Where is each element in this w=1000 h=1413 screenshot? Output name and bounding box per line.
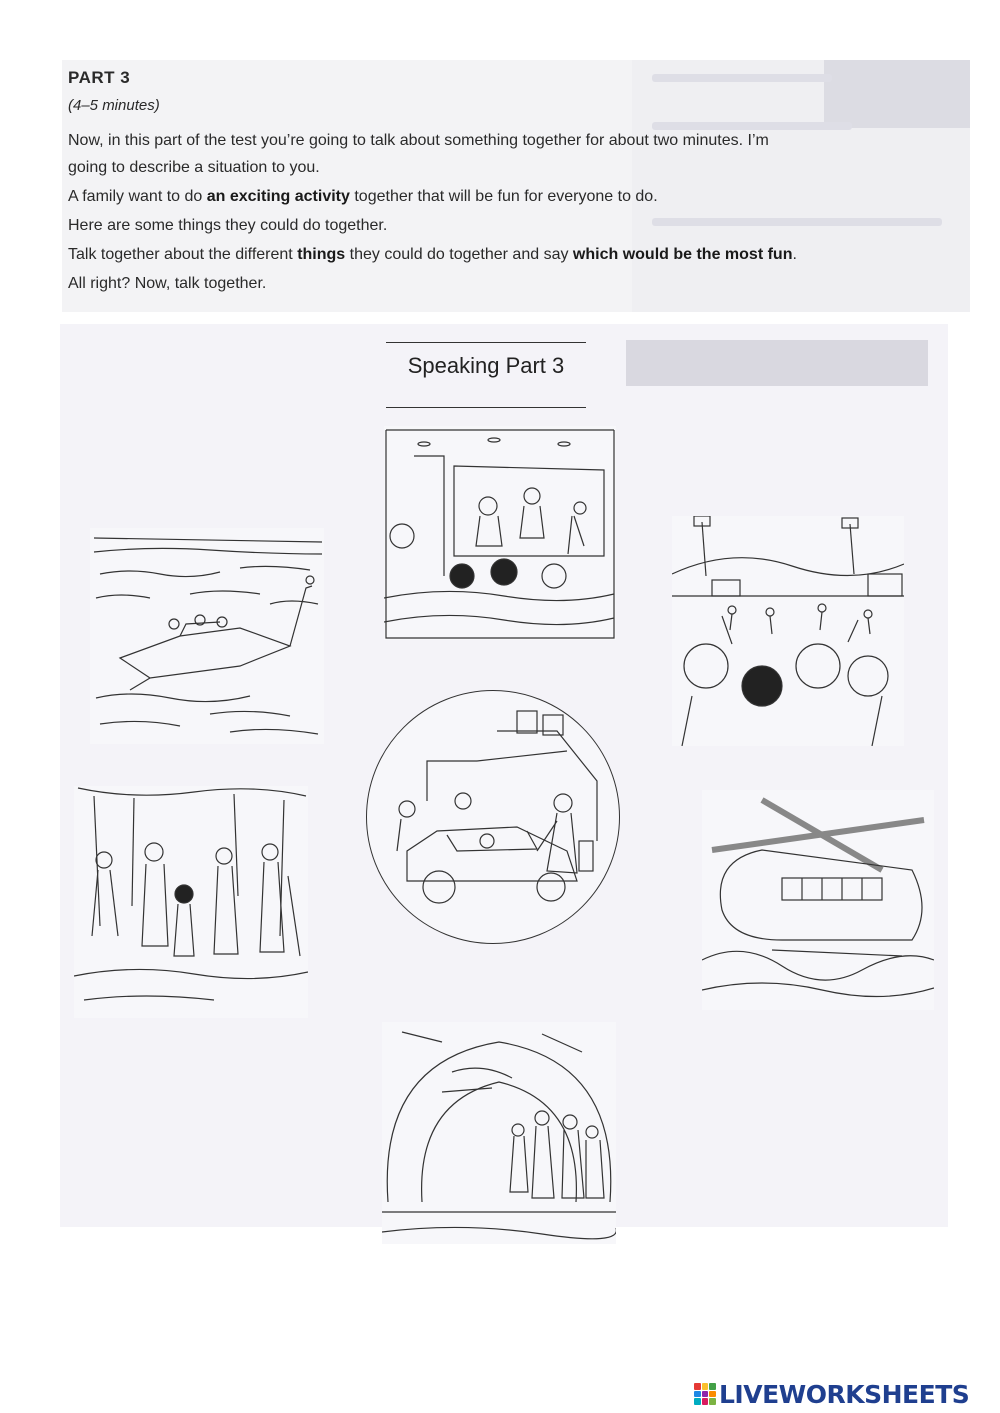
instruction-text: going to describe a situation to you. bbox=[68, 159, 320, 176]
logo-mark-cell bbox=[694, 1391, 701, 1398]
logo-mark-icon bbox=[694, 1383, 716, 1405]
cinema-illustration bbox=[384, 426, 616, 640]
car-trip-illustration bbox=[366, 690, 620, 944]
football-illustration bbox=[672, 516, 904, 746]
aquarium-illustration bbox=[382, 1022, 616, 1244]
instruction-emphasis: an exciting activity bbox=[206, 188, 350, 205]
instruction-text: together that will be fun for everyone to do. bbox=[349, 188, 658, 205]
liveworksheets-logo bbox=[694, 1378, 969, 1410]
instruction-text: A family want to do bbox=[68, 188, 207, 205]
logo-mark-cell bbox=[709, 1383, 716, 1390]
instruction-text: Talk together about the different bbox=[68, 246, 298, 263]
instruction-text: Now, in this part of the test you’re going to talk about something together for about two minutes. I’m bbox=[68, 132, 769, 149]
speaking-pictures bbox=[60, 324, 948, 1227]
instructions-panel bbox=[62, 60, 970, 312]
logo-mark-cell bbox=[702, 1398, 709, 1405]
logo-mark-cell bbox=[702, 1391, 709, 1398]
instruction-text: All right? Now, talk together. bbox=[68, 275, 267, 292]
section-title: Speaking Part 3 bbox=[407, 353, 565, 378]
part-title: PART 3 bbox=[68, 68, 131, 87]
section-header bbox=[386, 342, 586, 408]
instruction-line bbox=[68, 275, 266, 293]
instruction-emphasis: which would be the most fun bbox=[572, 246, 793, 263]
logo-mark-cell bbox=[694, 1398, 701, 1405]
instruction-emphasis: things bbox=[297, 246, 346, 263]
forest-walk-illustration bbox=[74, 786, 308, 1018]
bleed-through-banner bbox=[626, 340, 928, 386]
bleed-through-line bbox=[652, 218, 942, 226]
instruction-line bbox=[68, 217, 387, 235]
instruction-line bbox=[68, 188, 658, 206]
instruction-line bbox=[68, 132, 769, 150]
instruction-text: they could do together and say bbox=[345, 246, 573, 263]
bleed-through-line bbox=[652, 74, 832, 82]
helicopter-illustration bbox=[702, 790, 934, 1010]
instruction-text: Here are some things they could do together. bbox=[68, 217, 388, 234]
bleed-through-block bbox=[824, 60, 970, 128]
logo-mark-cell bbox=[694, 1383, 701, 1390]
instruction-text: . bbox=[792, 246, 797, 263]
logo-text: LIVEWORKSHEETS bbox=[719, 1379, 970, 1409]
logo-mark-cell bbox=[709, 1391, 716, 1398]
logo-mark-cell bbox=[702, 1383, 709, 1390]
speedboat-illustration bbox=[90, 528, 324, 744]
duration-label: (4–5 minutes) bbox=[68, 97, 160, 114]
bleed-through-line bbox=[652, 122, 852, 130]
instruction-line bbox=[68, 159, 320, 177]
instruction-line bbox=[68, 246, 797, 264]
logo-mark-cell bbox=[709, 1398, 716, 1405]
